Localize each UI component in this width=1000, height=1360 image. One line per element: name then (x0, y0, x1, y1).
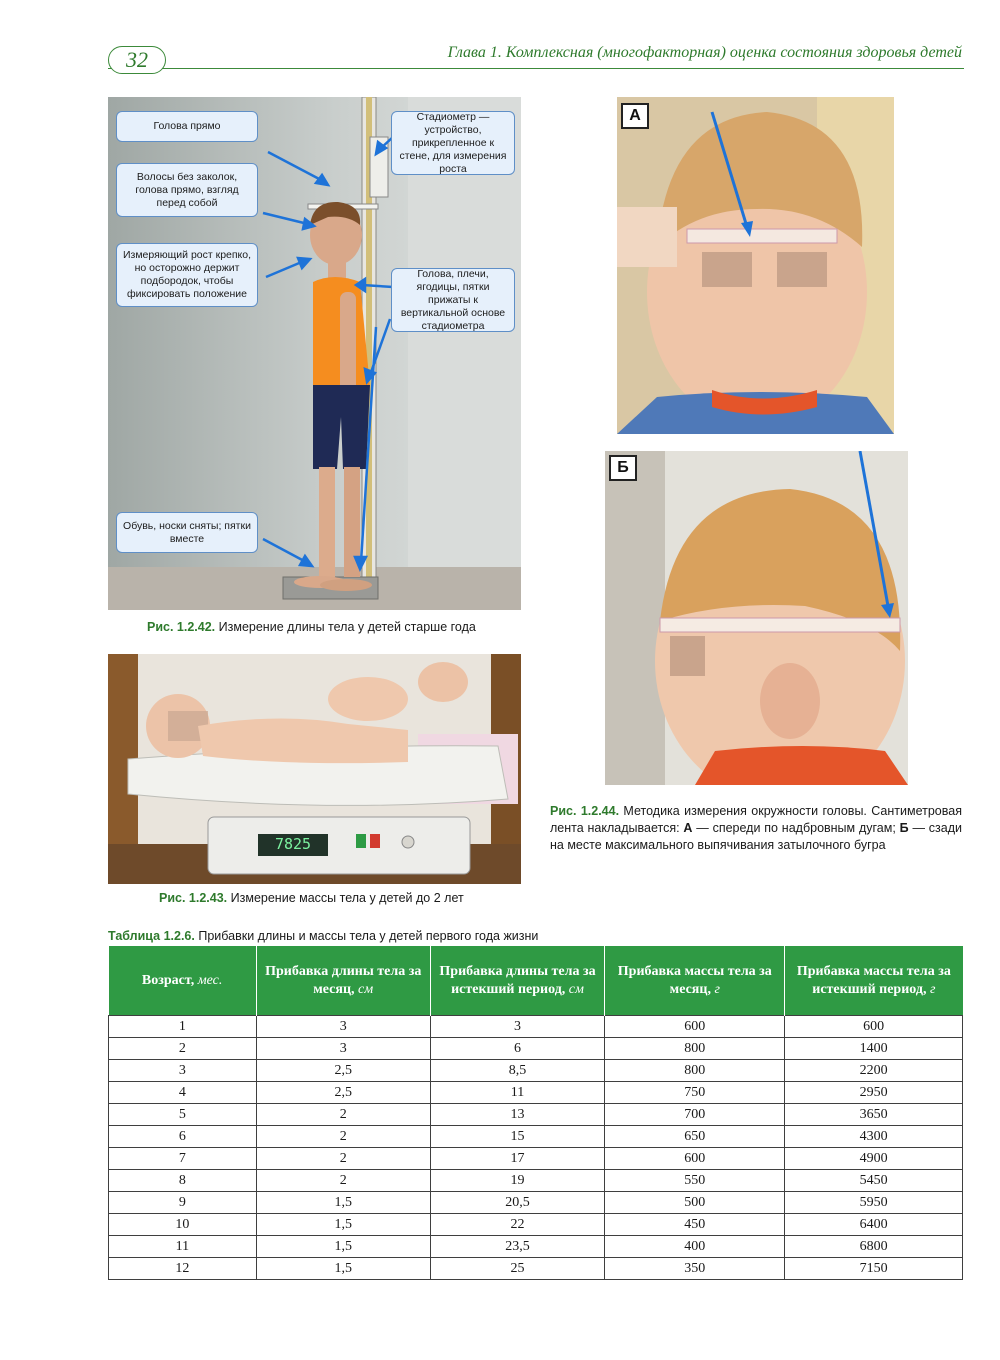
header-mass-month (605, 946, 785, 1016)
header-mass-month-label: Прибавка массы тела за месяц, (617, 963, 772, 997)
table-row (109, 1038, 963, 1060)
figure-43-text: Измерение массы тела у детей до 2 лет (230, 891, 464, 905)
callout-shoes-off: Обувь, носки сняты; пятки вместе (116, 512, 258, 553)
cell-length-period: 23,5 (430, 1236, 605, 1258)
header-rule (108, 68, 964, 69)
cell-length-month: 3 (256, 1016, 430, 1038)
table-title: Прибавки длины и массы тела у детей первого года жизни (198, 929, 539, 943)
callout-head-straight: Голова прямо (116, 111, 258, 142)
figure-44-letter-a: А (683, 821, 693, 835)
cell-age: 6 (109, 1126, 257, 1148)
header-length-month-unit: см (358, 981, 374, 997)
cell-age: 10 (109, 1214, 257, 1236)
header-mass-month-unit: г (714, 981, 720, 997)
table-row (109, 1236, 963, 1258)
cell-length-period: 15 (430, 1126, 605, 1148)
header-length-month-label: Прибавка длины тела за месяц, (265, 963, 422, 997)
table-row (109, 1060, 963, 1082)
cell-length-month: 3 (256, 1038, 430, 1060)
cell-mass-month: 450 (605, 1214, 785, 1236)
figure-44-text-2: — спереди по надбровным дугам; (696, 821, 896, 835)
header-length-period (430, 946, 605, 1016)
callout-stadiometer: Стадиометр — устройство, прикрепленное к стене, для измерения роста (391, 111, 515, 175)
cell-age: 1 (109, 1016, 257, 1038)
header-age (109, 946, 257, 1016)
table-row (109, 1126, 963, 1148)
cell-mass-month: 600 (605, 1016, 785, 1038)
cell-mass-period: 600 (785, 1016, 963, 1038)
cell-mass-period: 6800 (785, 1236, 963, 1258)
header-mass-period-label: Прибавка массы тела за истекший период, (796, 963, 951, 997)
header-age-unit: мес. (197, 972, 223, 988)
cell-age: 5 (109, 1104, 257, 1126)
table-row (109, 1148, 963, 1170)
table-row (109, 1214, 963, 1236)
header-age-label: Возраст, (141, 972, 195, 988)
cell-length-period: 3 (430, 1016, 605, 1038)
callout-hair: Волосы без заколок, голова прямо, взгляд перед собой (116, 163, 258, 217)
figure-44-label-b: Б (609, 455, 637, 481)
header-length-period-label: Прибавка длины тела за истекший период, (439, 963, 596, 997)
cell-length-month: 1,5 (256, 1236, 430, 1258)
table-row (109, 1170, 963, 1192)
cell-length-period: 25 (430, 1258, 605, 1280)
cell-mass-period: 5950 (785, 1192, 963, 1214)
callout-body-contact: Голова, плечи, ягодицы, пятки прижаты к вертикальной основе стадиометра (391, 268, 515, 332)
table-caption (108, 928, 538, 945)
cell-mass-month: 400 (605, 1236, 785, 1258)
figure-43-caption (159, 890, 519, 907)
cell-length-period: 6 (430, 1038, 605, 1060)
cell-length-month: 1,5 (256, 1192, 430, 1214)
cell-length-month: 2 (256, 1170, 430, 1192)
cell-age: 2 (109, 1038, 257, 1060)
table-row (109, 1258, 963, 1280)
cell-length-month: 2,5 (256, 1082, 430, 1104)
cell-length-period: 11 (430, 1082, 605, 1104)
cell-mass-month: 700 (605, 1104, 785, 1126)
figure-42-caption (147, 619, 517, 636)
head-back-illustration (605, 451, 908, 785)
table-number: Таблица 1.2.6. (108, 929, 195, 943)
figure-44-number: Рис. 1.2.44. (550, 804, 620, 818)
figure-42-text: Измерение длины тела у детей старше года (218, 620, 476, 634)
cell-mass-month: 600 (605, 1148, 785, 1170)
cell-mass-month: 750 (605, 1082, 785, 1104)
cell-mass-period: 2950 (785, 1082, 963, 1104)
cell-length-month: 1,5 (256, 1214, 430, 1236)
header-length-month (256, 946, 430, 1016)
cell-length-month: 2 (256, 1148, 430, 1170)
cell-length-period: 17 (430, 1148, 605, 1170)
cell-length-month: 2 (256, 1104, 430, 1126)
table-header-row (109, 946, 963, 1016)
cell-mass-month: 800 (605, 1038, 785, 1060)
cell-length-month: 1,5 (256, 1258, 430, 1280)
figure-44-text-1: Методика измерения окружности головы. Сантиметровая лента накладывается: (550, 804, 962, 835)
cell-age: 9 (109, 1192, 257, 1214)
callout-hold-chin: Измеряющий рост крепко, но осторожно держит подбородок, чтобы фиксировать положение (116, 243, 258, 307)
cell-mass-month: 800 (605, 1060, 785, 1082)
header-mass-period-unit: г (929, 981, 936, 997)
cell-age: 8 (109, 1170, 257, 1192)
cell-mass-period: 2200 (785, 1060, 963, 1082)
table-row (109, 1104, 963, 1126)
cell-age: 4 (109, 1082, 257, 1104)
cell-length-period: 13 (430, 1104, 605, 1126)
cell-mass-period: 4900 (785, 1148, 963, 1170)
growth-increment-table (108, 946, 963, 1280)
cell-length-period: 22 (430, 1214, 605, 1236)
scale-display-readout: 7825 (274, 835, 312, 853)
figure-44-label-a: А (621, 103, 649, 129)
cell-mass-month: 500 (605, 1192, 785, 1214)
table-row (109, 1192, 963, 1214)
figure-44-text-3: — сзади на месте максимального выпячивания затылочного бугра (550, 821, 962, 852)
cell-age: 11 (109, 1236, 257, 1258)
cell-mass-month: 650 (605, 1126, 785, 1148)
head-circumference-front-photo (617, 97, 894, 434)
chapter-title: Глава 1. Комплексная (многофакторная) оценка состояния здоровья детей (447, 44, 962, 61)
cell-mass-period: 6400 (785, 1214, 963, 1236)
table-row (109, 1016, 963, 1038)
cell-length-period: 8,5 (430, 1060, 605, 1082)
cell-age: 12 (109, 1258, 257, 1280)
cell-age: 7 (109, 1148, 257, 1170)
cell-length-period: 20,5 (430, 1192, 605, 1214)
cell-length-period: 19 (430, 1170, 605, 1192)
cell-mass-period: 7150 (785, 1258, 963, 1280)
cell-length-month: 2 (256, 1126, 430, 1148)
head-circumference-back-photo (605, 451, 908, 785)
table-row (109, 1082, 963, 1104)
cell-mass-period: 1400 (785, 1038, 963, 1060)
figure-44-letter-b: Б (899, 821, 909, 835)
cell-mass-period: 5450 (785, 1170, 963, 1192)
page-number: 32 (108, 46, 166, 74)
figure-44-caption (550, 803, 962, 854)
cell-mass-period: 4300 (785, 1126, 963, 1148)
cell-mass-month: 350 (605, 1258, 785, 1280)
cell-length-month: 2,5 (256, 1060, 430, 1082)
cell-age: 3 (109, 1060, 257, 1082)
header-mass-period (785, 946, 963, 1016)
figure-42-number: Рис. 1.2.42. (147, 620, 216, 634)
cell-mass-month: 550 (605, 1170, 785, 1192)
figure-43-number: Рис. 1.2.43. (159, 891, 228, 905)
head-front-illustration (617, 97, 894, 434)
header-length-period-unit: см (568, 981, 584, 997)
cell-mass-period: 3650 (785, 1104, 963, 1126)
